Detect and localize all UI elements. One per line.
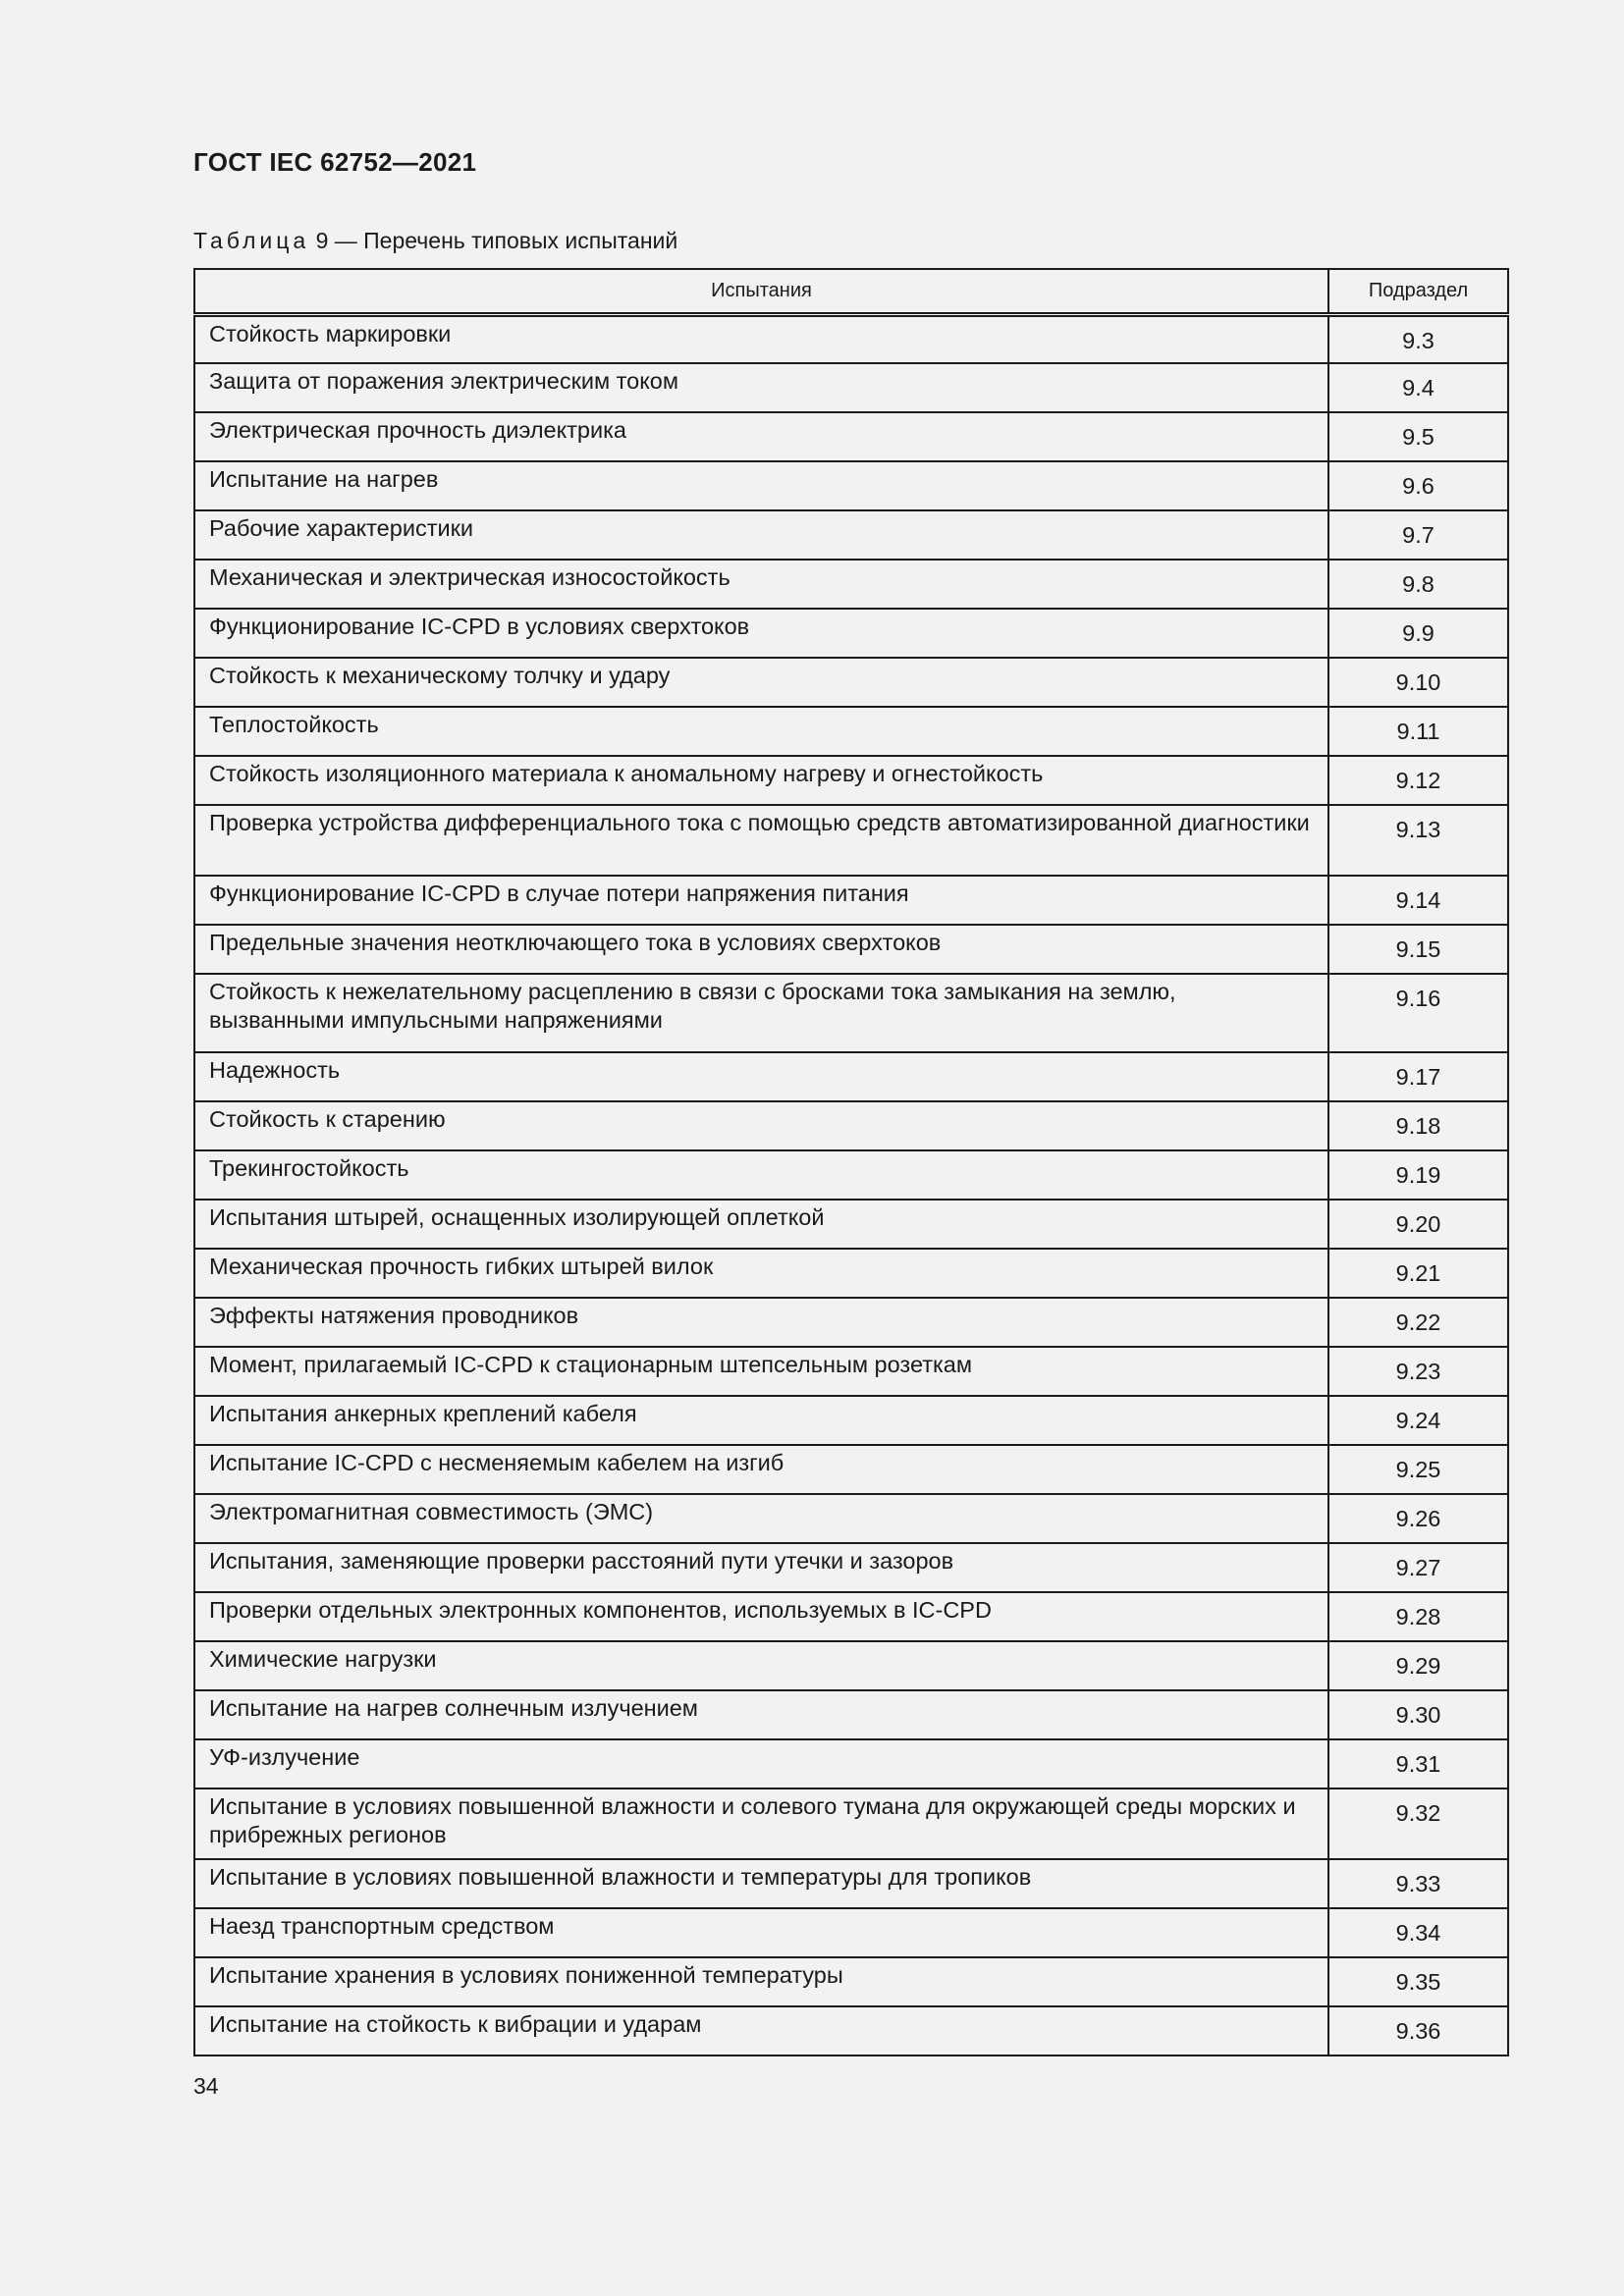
table-row — [194, 1543, 1508, 1592]
test-name-cell: УФ-излучение — [194, 1739, 1328, 1789]
test-name-cell: Эффекты натяжения проводников — [194, 1298, 1328, 1347]
test-name-cell: Функционирование IC-CPD в условиях сверхтоков — [194, 609, 1328, 658]
test-name-cell: Испытания, заменяющие проверки расстояний пути утечки и зазоров — [194, 1543, 1328, 1592]
table-caption-label: Таблица — [193, 228, 310, 253]
test-name-cell: Стойкость изоляционного материала к аномальному нагреву и огнестойкость — [194, 756, 1328, 805]
subsection-cell: 9.6 — [1328, 461, 1508, 510]
test-name-cell: Стойкость к старению — [194, 1101, 1328, 1150]
table-row — [194, 876, 1508, 925]
subsection-cell: 9.14 — [1328, 876, 1508, 925]
test-name-cell: Надежность — [194, 1052, 1328, 1101]
subsection-cell: 9.18 — [1328, 1101, 1508, 1150]
table-caption-number: 9 — [315, 228, 329, 253]
table-row — [194, 1957, 1508, 2006]
test-name-cell: Испытание хранения в условиях пониженной температуры — [194, 1957, 1328, 2006]
table-body — [194, 314, 1508, 2056]
test-name-cell: Испытания штырей, оснащенных изолирующей оплеткой — [194, 1200, 1328, 1249]
table-row — [194, 1494, 1508, 1543]
column-header-subsection: Подраздел — [1328, 269, 1508, 314]
table-row — [194, 1200, 1508, 1249]
table-row — [194, 1347, 1508, 1396]
column-header-tests: Испытания — [194, 269, 1328, 314]
subsection-cell: 9.24 — [1328, 1396, 1508, 1445]
table-row — [194, 510, 1508, 560]
table-row — [194, 1150, 1508, 1200]
subsection-cell: 9.29 — [1328, 1641, 1508, 1690]
test-name-cell: Предельные значения неотключающего тока в условиях сверхтоков — [194, 925, 1328, 974]
subsection-cell: 9.31 — [1328, 1739, 1508, 1789]
subsection-cell: 9.25 — [1328, 1445, 1508, 1494]
table-header-row — [194, 269, 1508, 314]
table-row — [194, 1249, 1508, 1298]
table-row — [194, 609, 1508, 658]
subsection-cell: 9.28 — [1328, 1592, 1508, 1641]
table-row — [194, 1789, 1508, 1859]
test-name-cell: Наезд транспортным средством — [194, 1908, 1328, 1957]
table-row — [194, 560, 1508, 609]
table-row — [194, 1739, 1508, 1789]
subsection-cell: 9.19 — [1328, 1150, 1508, 1200]
subsection-cell: 9.22 — [1328, 1298, 1508, 1347]
subsection-cell: 9.8 — [1328, 560, 1508, 609]
table-row — [194, 1690, 1508, 1739]
test-name-cell: Стойкость к механическому толчку и удару — [194, 658, 1328, 707]
test-name-cell: Проверки отдельных электронных компонентов, используемых в IC-CPD — [194, 1592, 1328, 1641]
subsection-cell: 9.10 — [1328, 658, 1508, 707]
test-name-cell: Стойкость маркировки — [194, 314, 1328, 363]
test-name-cell: Электрическая прочность диэлектрика — [194, 412, 1328, 461]
table-row — [194, 461, 1508, 510]
table-row — [194, 805, 1508, 876]
test-name-cell: Химические нагрузки — [194, 1641, 1328, 1690]
subsection-cell: 9.23 — [1328, 1347, 1508, 1396]
subsection-cell: 9.20 — [1328, 1200, 1508, 1249]
subsection-cell: 9.13 — [1328, 805, 1508, 876]
subsection-cell: 9.3 — [1328, 314, 1508, 363]
table-row — [194, 707, 1508, 756]
test-name-cell: Электромагнитная совместимость (ЭМС) — [194, 1494, 1328, 1543]
test-name-cell: Трекингостойкость — [194, 1150, 1328, 1200]
table-row — [194, 658, 1508, 707]
table-row — [194, 1052, 1508, 1101]
subsection-cell: 9.33 — [1328, 1859, 1508, 1908]
subsection-cell: 9.32 — [1328, 1789, 1508, 1859]
subsection-cell: 9.16 — [1328, 974, 1508, 1052]
subsection-cell: 9.34 — [1328, 1908, 1508, 1957]
subsection-cell: 9.9 — [1328, 609, 1508, 658]
table-row — [194, 363, 1508, 412]
table-row — [194, 974, 1508, 1052]
test-name-cell: Функционирование IC-CPD в случае потери напряжения питания — [194, 876, 1328, 925]
table-row — [194, 412, 1508, 461]
test-name-cell: Рабочие характеристики — [194, 510, 1328, 560]
test-name-cell: Испытание в условиях повышенной влажности и температуры для тропиков — [194, 1859, 1328, 1908]
subsection-cell: 9.36 — [1328, 2006, 1508, 2056]
test-name-cell: Испытания анкерных креплений кабеля — [194, 1396, 1328, 1445]
test-name-cell: Испытание на стойкость к вибрации и ударам — [194, 2006, 1328, 2056]
subsection-cell: 9.17 — [1328, 1052, 1508, 1101]
subsection-cell: 9.4 — [1328, 363, 1508, 412]
table-row — [194, 756, 1508, 805]
table-row — [194, 1859, 1508, 1908]
table-row — [194, 314, 1508, 363]
test-name-cell: Испытание в условиях повышенной влажности и солевого тумана для окружающей среды морских и прибрежных регионов — [194, 1789, 1328, 1859]
subsection-cell: 9.7 — [1328, 510, 1508, 560]
table-row — [194, 1396, 1508, 1445]
subsection-cell: 9.5 — [1328, 412, 1508, 461]
table-caption-title: — Перечень типовых испытаний — [334, 228, 678, 253]
type-tests-table — [193, 268, 1509, 2056]
test-name-cell: Испытание на нагрев — [194, 461, 1328, 510]
table-row — [194, 1298, 1508, 1347]
subsection-cell: 9.30 — [1328, 1690, 1508, 1739]
table-row — [194, 1908, 1508, 1957]
table-row — [194, 1592, 1508, 1641]
table-row — [194, 1445, 1508, 1494]
test-name-cell: Испытание на нагрев солнечным излучением — [194, 1690, 1328, 1739]
subsection-cell: 9.21 — [1328, 1249, 1508, 1298]
table-caption — [193, 228, 677, 254]
document-title: ГОСТ IEC 62752—2021 — [193, 147, 477, 177]
test-name-cell: Механическая и электрическая износостойкость — [194, 560, 1328, 609]
table-row — [194, 1641, 1508, 1690]
subsection-cell: 9.35 — [1328, 1957, 1508, 2006]
subsection-cell: 9.12 — [1328, 756, 1508, 805]
test-name-cell: Испытание IC-CPD с несменяемым кабелем на изгиб — [194, 1445, 1328, 1494]
test-name-cell: Стойкость к нежелательному расцеплению в связи с бросками тока замыкания на землю, вызванными импульсными напряжениями — [194, 974, 1328, 1052]
test-name-cell: Момент, прилагаемый IC-CPD к стационарным штепсельным розеткам — [194, 1347, 1328, 1396]
subsection-cell: 9.27 — [1328, 1543, 1508, 1592]
page-number: 34 — [193, 2073, 219, 2099]
subsection-cell: 9.11 — [1328, 707, 1508, 756]
subsection-cell: 9.26 — [1328, 1494, 1508, 1543]
type-tests-table-container — [193, 268, 1507, 2056]
subsection-cell: 9.15 — [1328, 925, 1508, 974]
table-row — [194, 925, 1508, 974]
test-name-cell: Проверка устройства дифференциального тока с помощью средств автоматизированной диагностики — [194, 805, 1328, 876]
test-name-cell: Теплостойкость — [194, 707, 1328, 756]
test-name-cell: Механическая прочность гибких штырей вилок — [194, 1249, 1328, 1298]
test-name-cell: Защита от поражения электрическим током — [194, 363, 1328, 412]
table-row — [194, 2006, 1508, 2056]
table-row — [194, 1101, 1508, 1150]
